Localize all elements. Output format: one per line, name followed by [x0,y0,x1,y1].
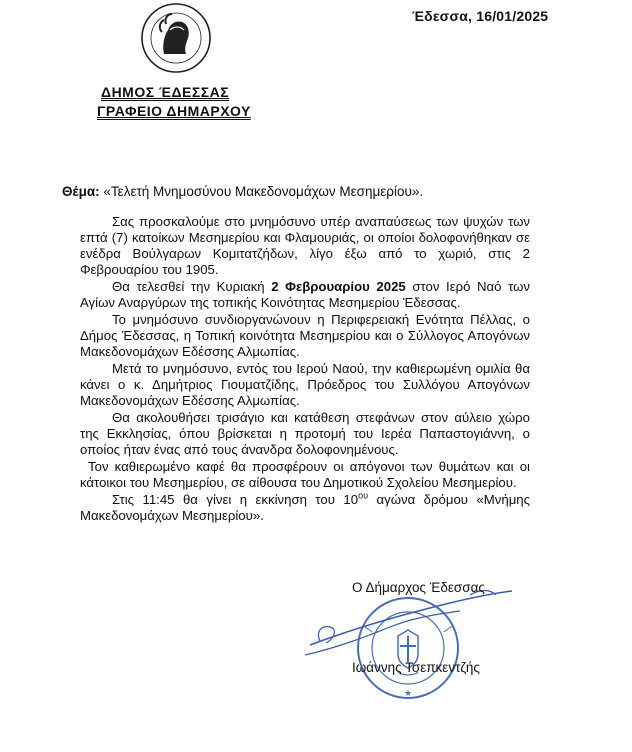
event-date-bold: 2 Φεβρουαρίου 2025 [271,279,406,294]
body-paragraph-1: Σας προσκαλούμε στο μνημόσυνο υπέρ αναπαύσεως των ψυχών των επτά (7) κατοίκων Μεσημερίου και Φλαμουριάς, οι οποίοι δολοφονήθηκαν σε ενέδρα Βούλγαρων Κομιτατζήδων, λίγο έξω από το χωριό, στις 2 Φεβρουαρίου του 1905. [80,214,530,277]
body-paragraph-3: Το μνημόσυνο συνδιοργανώνουν η Περιφερειακή Ενότητα Πέλλας, ο Δήμος Έδεσσας, η Τοπική κοινότητα Μεσημερίου και ο Σύλλογος Απογόνων Μακεδονομάχων Εδέσσης Αλμωπίας. [80,312,530,359]
body-paragraph-4: Μετά το μνημόσυνο, εντός του Ιερού Ναού, την καθιερωμένη ομιλία θα κάνει ο κ. Δημήτριος Γιουματζίδης, Πρόεδρος του Συλλόγου Απογόνων Μακεδονομάχων Εδέσσης Αλμωπίας. [80,361,530,408]
subject-line [62,184,423,199]
letter-body [80,214,530,525]
body-paragraph-5: Θα ακολουθήσει τρισάγιο και κατάθεση στεφάνων στον αύλειο χώρο της Εκκλησίας, όπου βρίσκεται η προτομή του Ιερέα Παπαστογιάννη, ο οποίος ήταν ένας από τους άνανδρα δολοφονημένους. [80,410,530,457]
signatory-name: Ιωάννης Τσεπκεντζής [352,660,480,675]
document-date: Έδεσσα, 16/01/2025 [412,8,549,24]
municipality-emblem-icon [140,2,212,74]
issuer-office: ΓΡΑΦΕΙΟ ΔΗΜΑΡΧΟΥ [97,103,251,119]
subject-label: Θέμα: [62,184,100,199]
svg-text:★: ★ [403,688,413,698]
body-paragraph-7: Στις 11:45 θα γίνει η εκκίνηση του $10^{o\upsilon}$ αγώνα δρόμου «Μνήμης Μακεδονομάχων Μεσημερίου». [80,490,530,523]
issuer-municipality: ΔΗΜΟΣ ΈΔΕΣΣΑΣ [101,84,230,100]
subject-text: «Τελετή Μνημοσύνου Μακεδονομάχων Μεσημερίου». [99,184,424,199]
body-paragraph-2: Θα τελεσθεί την Κυριακή 2 Φεβρουαρίου 2025 στον Ιερό Ναό των Αγίων Αναργύρων της τοπικής Κοινότητας Μεσημερίου Έδεσσας. [80,279,530,310]
body-paragraph-6: Τον καθιερωμένο καφέ θα προσφέρουν οι απόγονοι των θυμάτων και οι κάτοικοι του Μεσημερίου, σε αίθουσα του Δημοτικού Σχολείου Μεσημερίου. [80,459,530,490]
signatory-title: Ο Δήμαρχος Έδεσσας [352,580,485,595]
